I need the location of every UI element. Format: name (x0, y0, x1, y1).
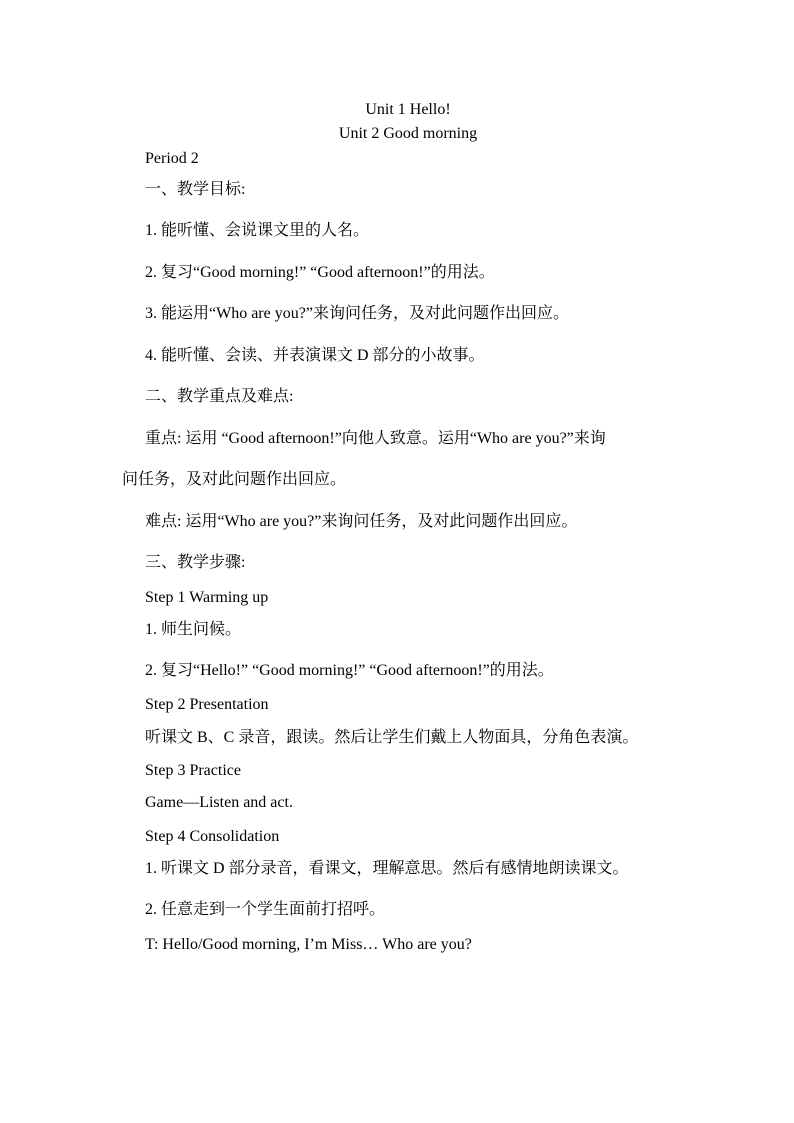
objectives-heading: 一、教学目标: (145, 181, 246, 198)
step-4-dialogue: T: Hello/Good morning, I’m Miss… Who are you? (145, 936, 472, 953)
objective-item: 4. 能听懂、会读、并表演课文 D 部分的小故事。 (145, 347, 485, 364)
steps-heading: 三、教学步骤: (145, 554, 246, 571)
step-2-title: Step 2 Presentation (145, 696, 269, 713)
step-3-text: Game—Listen and act. (145, 794, 293, 811)
key-points-heading: 二、教学重点及难点: (145, 388, 294, 405)
step-1-item: 1. 师生问候。 (145, 621, 242, 638)
objective-item: 3. 能运用“Who are you?”来询问任务，及对此问题作出回应。 (145, 305, 569, 322)
objective-item: 1. 能听懂、会说课文里的人名。 (145, 222, 370, 239)
difficulty-line: 难点: 运用“Who are you?”来询问任务，及对此问题作出回应。 (145, 513, 578, 530)
objective-item: 2. 复习“Good morning!” “Good afternoon!”的用法。 (145, 264, 495, 281)
unit-1-title: Unit 1 Hello! (365, 101, 451, 118)
step-1-title: Step 1 Warming up (145, 589, 269, 606)
step-4-title: Step 4 Consolidation (145, 828, 280, 845)
unit-2-title: Unit 2 Good morning (338, 125, 478, 142)
step-3-title: Step 3 Practice (145, 762, 241, 779)
focus-line-1: 重点: 运用 “Good afternoon!”向他人致意。运用“Who are you?”来询 (145, 430, 606, 447)
period-label: Period 2 (145, 150, 199, 167)
focus-line-2: 问任务，及对此问题作出回应。 (122, 471, 347, 488)
step-4-item: 1. 听课文 D 部分录音，看课文，理解意思。然后有感情地朗读课文。 (145, 860, 629, 877)
step-4-item: 2. 任意走到一个学生面前打招呼。 (145, 901, 386, 918)
step-2-text: 听课文 B、C 录音，跟读。然后让学生们戴上人物面具，分角色表演。 (145, 729, 639, 746)
step-1-item: 2. 复习“Hello!” “Good morning!” “Good afternoon!”的用法。 (145, 662, 554, 679)
